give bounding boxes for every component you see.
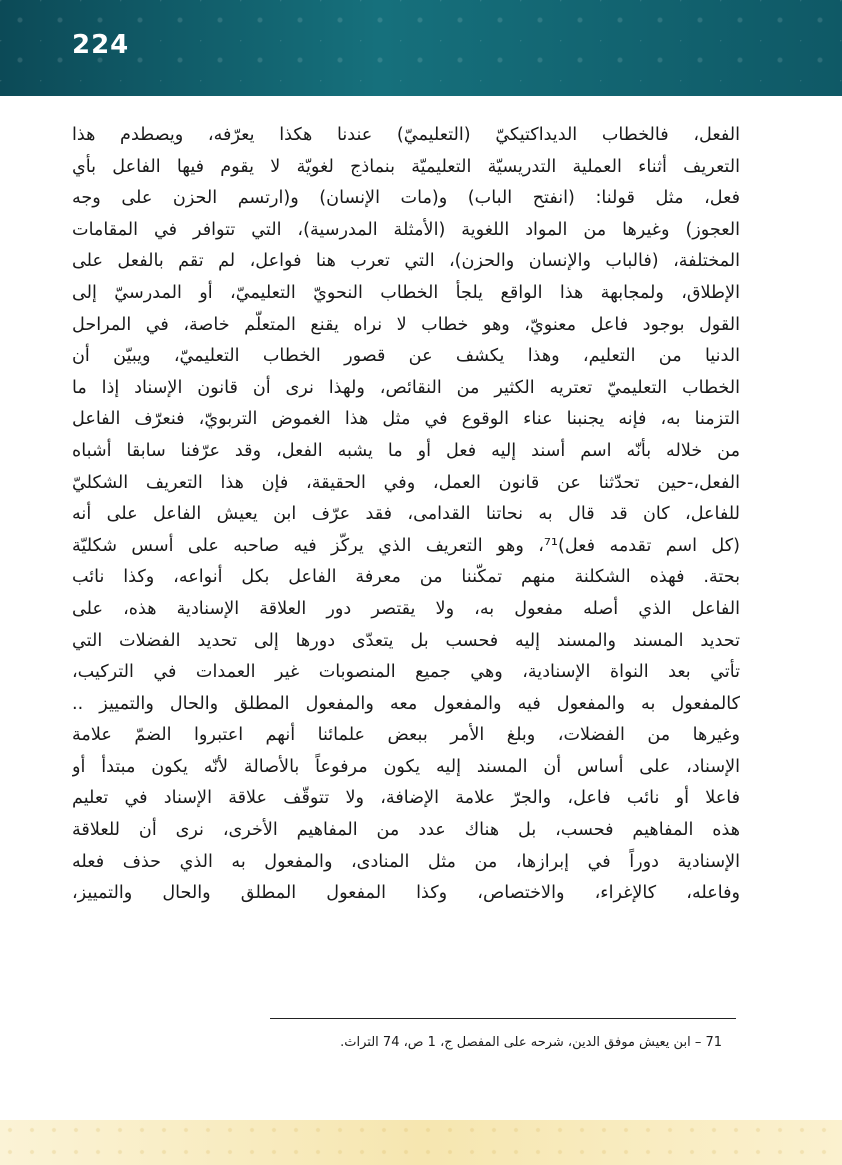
text-line: الفعل، فالخطاب الديداكتيكيّ (التعليميّ) عندنا هكذا يعرّفه، ويصطدم هذا	[72, 125, 740, 145]
text-line: القول بوجود فاعل معنويّ، وهو خطاب لا نراه يقنع المتعلّم خاصة، في المراحل	[72, 314, 740, 335]
text-line: الفعل،-حين تحدّثنا عن قانون العمل، وفي الحقيقة، فإن هذا التعريف الشكليّ	[72, 472, 740, 493]
footer-pattern	[0, 1120, 842, 1165]
body-text	[72, 120, 740, 910]
text-line: الدنيا من التعليم، وهذا يكشف عن قصور الخطاب التعليميّ، ويبيّن أن	[72, 346, 740, 367]
text-line: كالمفعول به والمفعول فيه والمفعول معه والمفعول المطلق والحال والتمييز ..	[72, 693, 740, 714]
text-line: الخطاب التعليميّ تعتريه الكثير من النقائص، ولهذا نرى أن قانون الإسناد إذا ما	[72, 377, 740, 398]
text-line: فاعلا أو نائب فاعل، والجرّ علامة الإضافة، ولا تتوقّف علاقة الإسناد في تعليم	[72, 788, 740, 809]
text-line: التزمنا به، فإنه يجنبنا عناء الوقوع في مثل هذا الغموض التربويّ، فنعرّف الفاعل	[72, 409, 740, 430]
text-line: الإطلاق، ولمجابهة هذا الواقع يلجأ الخطاب النحويّ التعليميّ، أو المدرسيّ إلى	[72, 282, 740, 303]
text-line: التعريف أثناء العملية التدريسيّة التعليميّة بنماذج لغويّة لا يقوم فيها الفاعل بأي	[72, 156, 740, 177]
text-line: بحتة. فهذه الشكلنة منهم تمكّننا من معرفة الفاعل بكل أنواعه، وكذا نائب	[72, 567, 740, 588]
journal-logo	[658, 20, 808, 76]
text-line: الفاعل الذي أصله مفعول به، ولا يقتصر دور العلاقة الإسنادية هذه، على	[72, 598, 740, 619]
text-line: الإسناد، على أساس أن المسند إليه يكون مرفوعاً بالأصالة لأنّه يكون مبتدأ أو	[72, 756, 740, 777]
text-line: من خلاله بأنّه اسم أسند إليه فعل أو ما يشبه الفعل، وقد عرّفنا سابقا أشباه	[72, 440, 740, 461]
text-line: الإسنادية دوراً في إبرازها، من مثل المنادى، والمفعول به الذي حذف فعله	[72, 851, 740, 872]
footnote-separator	[270, 1018, 736, 1019]
footnote: 71 – ابن يعيش موفق الدين، شرحه على المفصل ج، 1 ص، 74 التراث.	[340, 1035, 722, 1050]
page-number: 224	[72, 30, 130, 60]
text-line: وفاعله، كالإغراء، والاختصاص، وكذا المفعول المطلق والحال والتمييز،	[72, 883, 740, 904]
text-line: تأتي بعد النواة الإسنادية، وهي جميع المنصوبات غير العمدات في التركيب،	[72, 662, 740, 683]
text-line: وغيرها من الفضلات، وبلغ الأمر ببعض علمائنا أنهم اعتبروا الضمّ علامة	[72, 725, 740, 746]
text-line: للفاعل، كان قد قال به نحاتنا القدامى، فقد عرّف ابن يعيش الفاعل على أنه	[72, 504, 740, 525]
text-line: تحديد المسند والمسند إليه فحسب بل يتعدّى دورها إلى تحديد الفضلات التي	[72, 630, 740, 651]
text-line: المختلفة، (فالباب والإنسان والحزن)، التي تعرب هنا فواعل، لم تقم بالفعل على	[72, 251, 740, 272]
text-line: فعل، مثل قولنا: (انفتح الباب) و(مات الإنسان) و(ارتسم الحزن على وجه	[72, 188, 740, 209]
text-line: (كل اسم تقدمه فعل)⁷¹، وهو التعريف الذي يركّز فيه صاحبه على أسس شكليّة	[72, 535, 740, 556]
text-line: هذه المفاهيم فحسب، بل هناك عدد من المفاهيم الأخرى، نرى أن للعلاقة	[72, 820, 740, 841]
text-line: العجوز) وغيرها من المواد اللغوية (الأمثلة المدرسية)، التي تتوافر في المقامات	[72, 219, 740, 240]
